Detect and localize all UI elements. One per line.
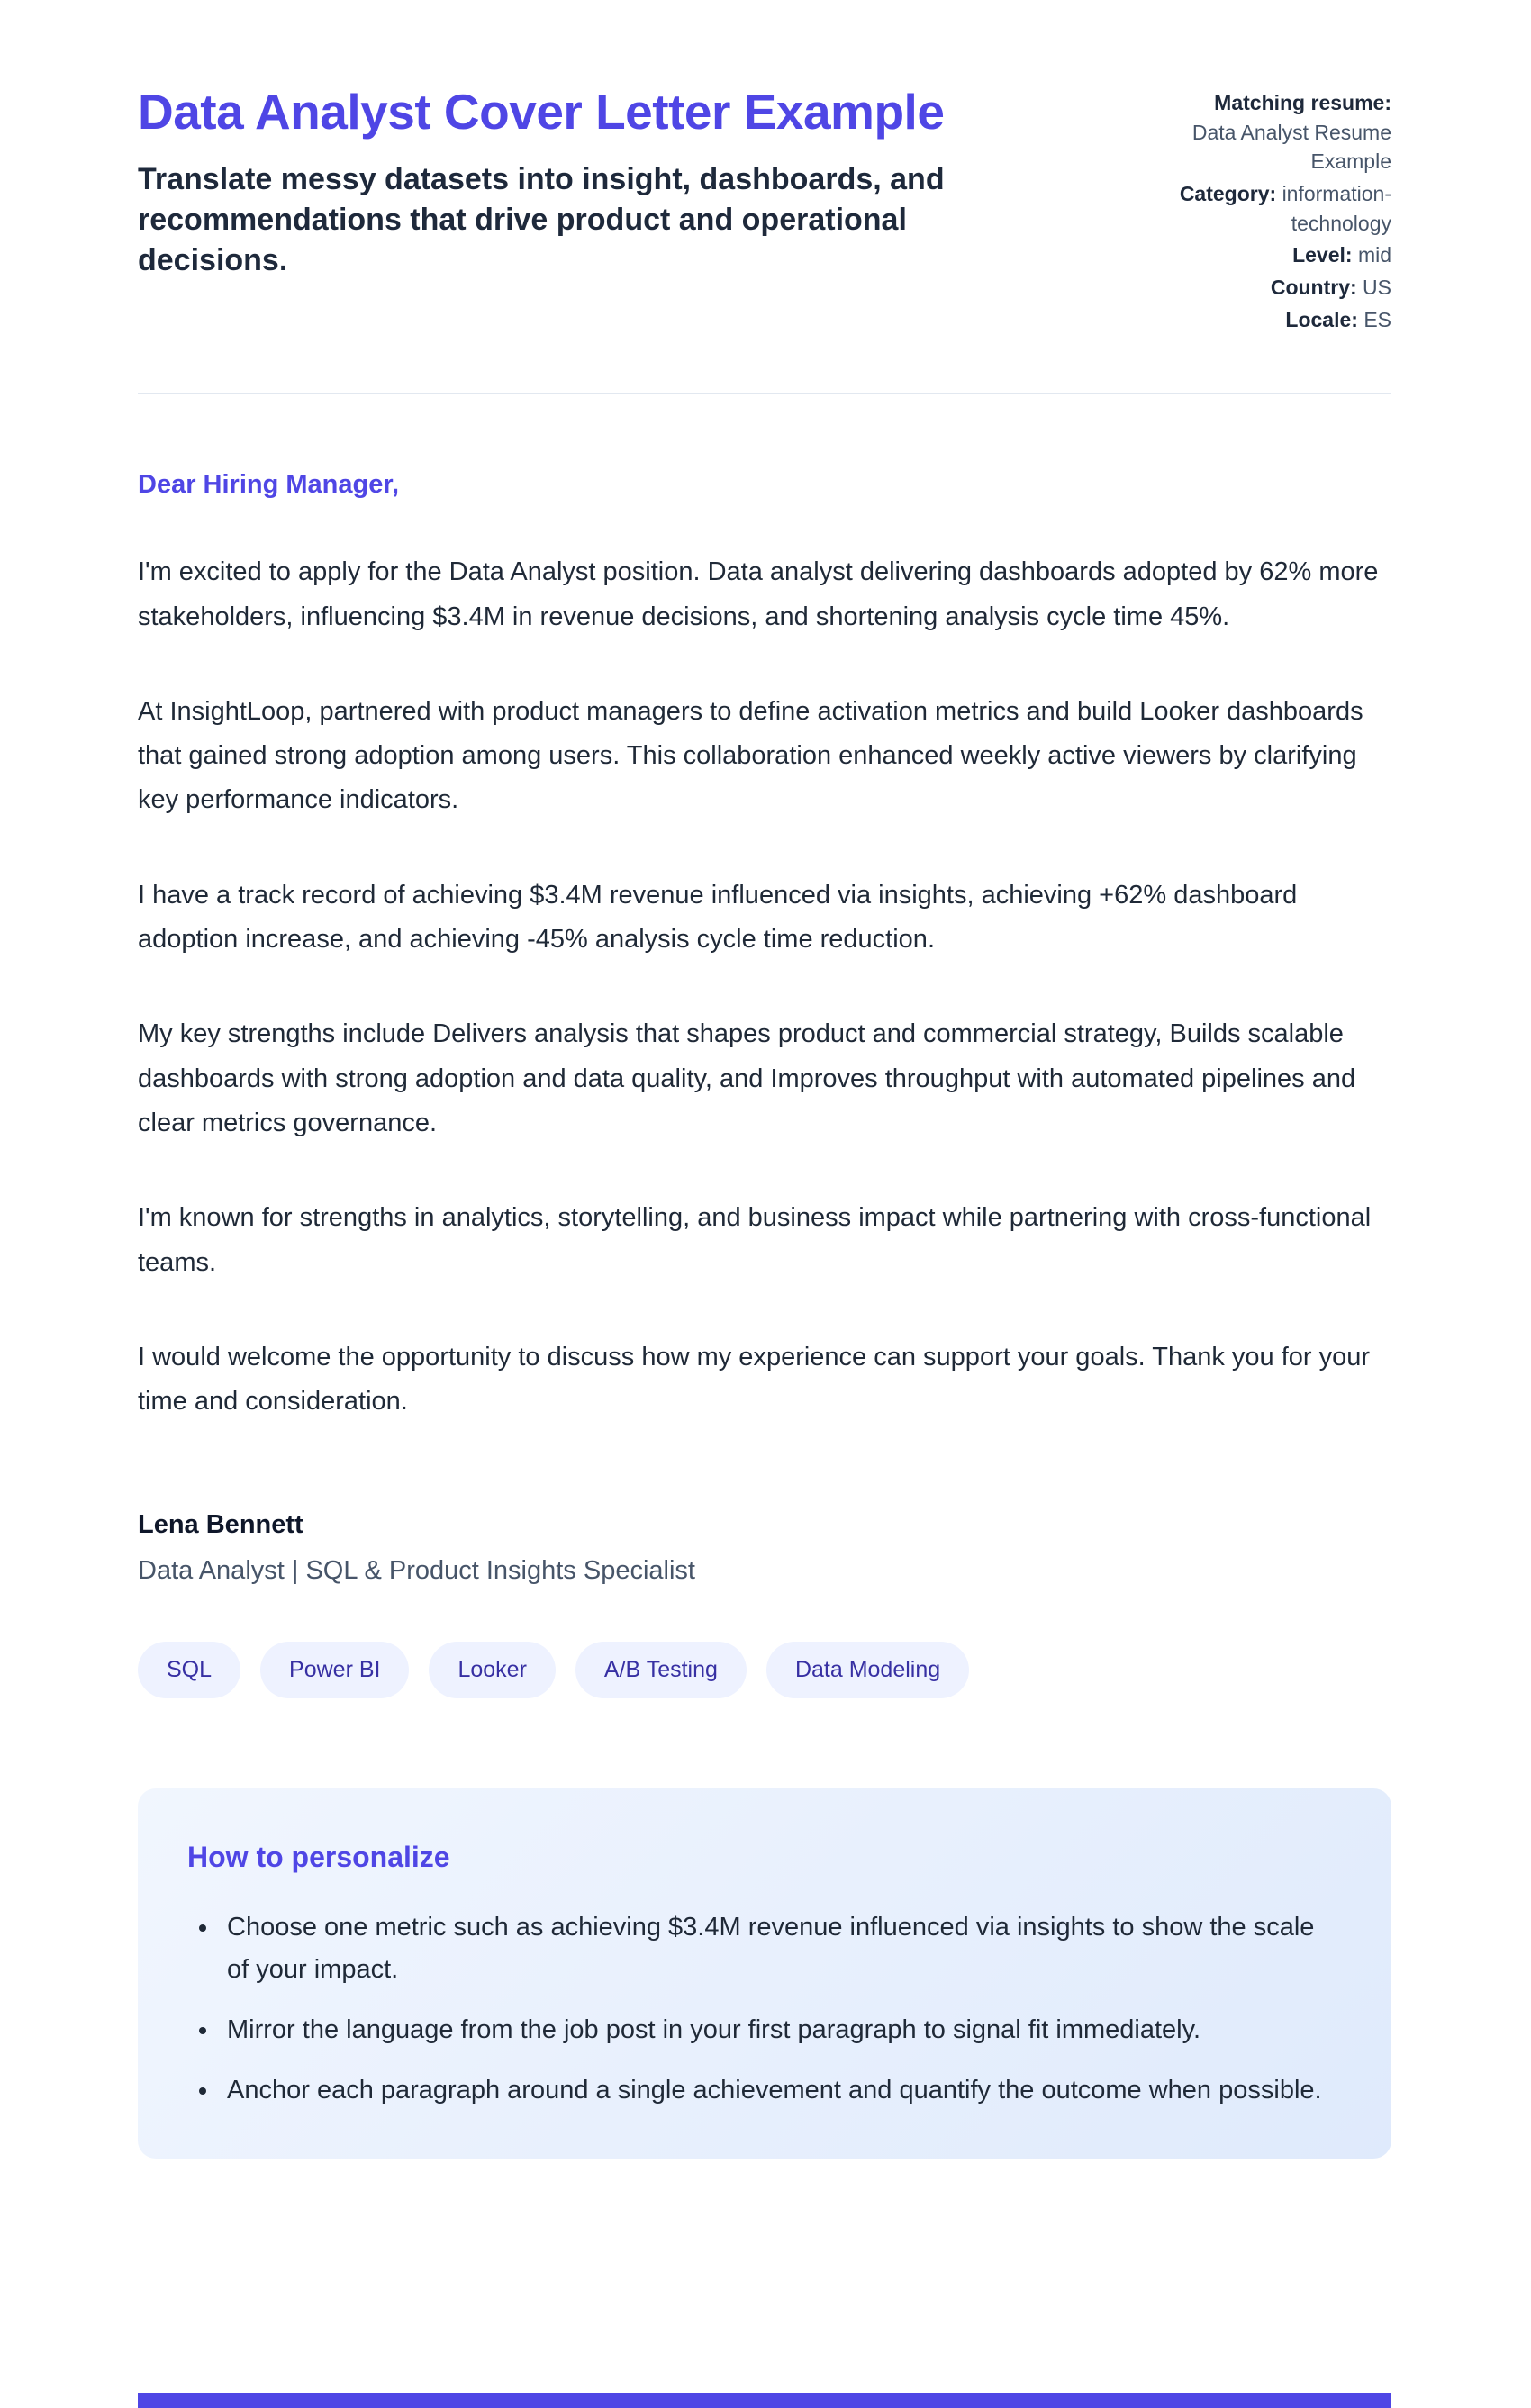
callout-bullet: • Mirror the language from the job post in your first paragraph to signal fit immediately. xyxy=(220,2009,1339,2051)
meta-value: information-technology xyxy=(1282,181,1391,235)
meta-label: Matching resume: xyxy=(1214,91,1391,114)
meta-label: Level: xyxy=(1292,243,1353,267)
meta-value: mid xyxy=(1357,243,1391,267)
page-subtitle: Translate messy datasets into insight, dashboards, and recommendations that drive product and operational decisions. xyxy=(138,161,945,277)
meta-value: ES xyxy=(1363,307,1391,331)
meta-label: Category: xyxy=(1179,181,1277,205)
skill-tag: A/B Testing xyxy=(575,1642,747,1698)
meta-label: Locale: xyxy=(1285,307,1358,331)
skill-tags xyxy=(138,1642,1391,1698)
callout-bullet: • Choose one metric such as achieving $3.4M revenue influenced via insights to show the scale of your impact. xyxy=(220,1906,1339,1991)
skill-tag: Data Modeling xyxy=(766,1642,969,1698)
personalize-callout xyxy=(138,1788,1391,2159)
skill-tag: SQL xyxy=(138,1642,240,1698)
header-left xyxy=(138,83,975,281)
meta-row xyxy=(1166,179,1391,238)
meta-row xyxy=(1166,305,1391,335)
letter-paragraph: I'm excited to apply for the Data Analyst position. Data analyst delivering dashboards adopted by 62% more stakeholders, influencing $3.4M in revenue decisions, and shortening analysis cycle time 45%. xyxy=(138,557,1379,631)
meta-row xyxy=(1166,273,1391,303)
callout-bullet: • Anchor each paragraph around a single achievement and quantify the outcome when possible. xyxy=(220,2069,1339,2112)
letter-paragraph: I have a track record of achieving $3.4M revenue influenced via insights, achieving +62% dashboard adoption increase, and achieving -45% analysis cycle time reduction. xyxy=(138,880,1298,955)
meta-row xyxy=(1166,88,1391,177)
letter-paragraphs xyxy=(138,550,1391,1424)
skill-tag: Looker xyxy=(429,1642,555,1698)
callout-title: How to personalize xyxy=(187,1841,450,1874)
callout-bullet-list xyxy=(187,1906,1339,2112)
meta-value: Data Analyst Resume Example xyxy=(1191,120,1391,174)
meta-panel xyxy=(1166,83,1391,337)
meta-label: Country: xyxy=(1270,275,1357,299)
greeting: Dear Hiring Manager, xyxy=(138,470,400,500)
letter-paragraph: I would welcome the opportunity to discuss how my experience can support your goals. Thank you for your time and consideration. xyxy=(138,1342,1371,1417)
letter-paragraph: My key strengths include Delivers analysis that shapes product and commercial strategy, Builds scalable dashboards with strong adoption and data quality, and Improves throughput with automated pipelines and clear metrics governance. xyxy=(138,1019,1356,1137)
letter-paragraph: I'm known for strengths in analytics, storytelling, and business impact while partnering with cross-functional teams. xyxy=(138,1203,1372,1277)
page-title: Data Analyst Cover Letter Example xyxy=(138,84,945,140)
letter-body xyxy=(138,470,1391,1586)
letter-paragraph: At InsightLoop, partnered with product managers to define activation metrics and build Looker dashboards that gained strong adoption among users. This collaboration enhanced weekly active viewers by clarifying key performance indicators. xyxy=(138,696,1363,815)
signature-name: Lena Bennett xyxy=(138,1510,303,1540)
meta-row xyxy=(1166,240,1391,270)
signature-role: Data Analyst | SQL & Product Insights Specialist xyxy=(138,1556,695,1586)
skill-tag: Power BI xyxy=(260,1642,409,1698)
header-divider xyxy=(138,393,1391,394)
header xyxy=(138,83,1391,337)
meta-value: US xyxy=(1363,275,1391,299)
footer-accent-bar xyxy=(138,2393,1391,2408)
